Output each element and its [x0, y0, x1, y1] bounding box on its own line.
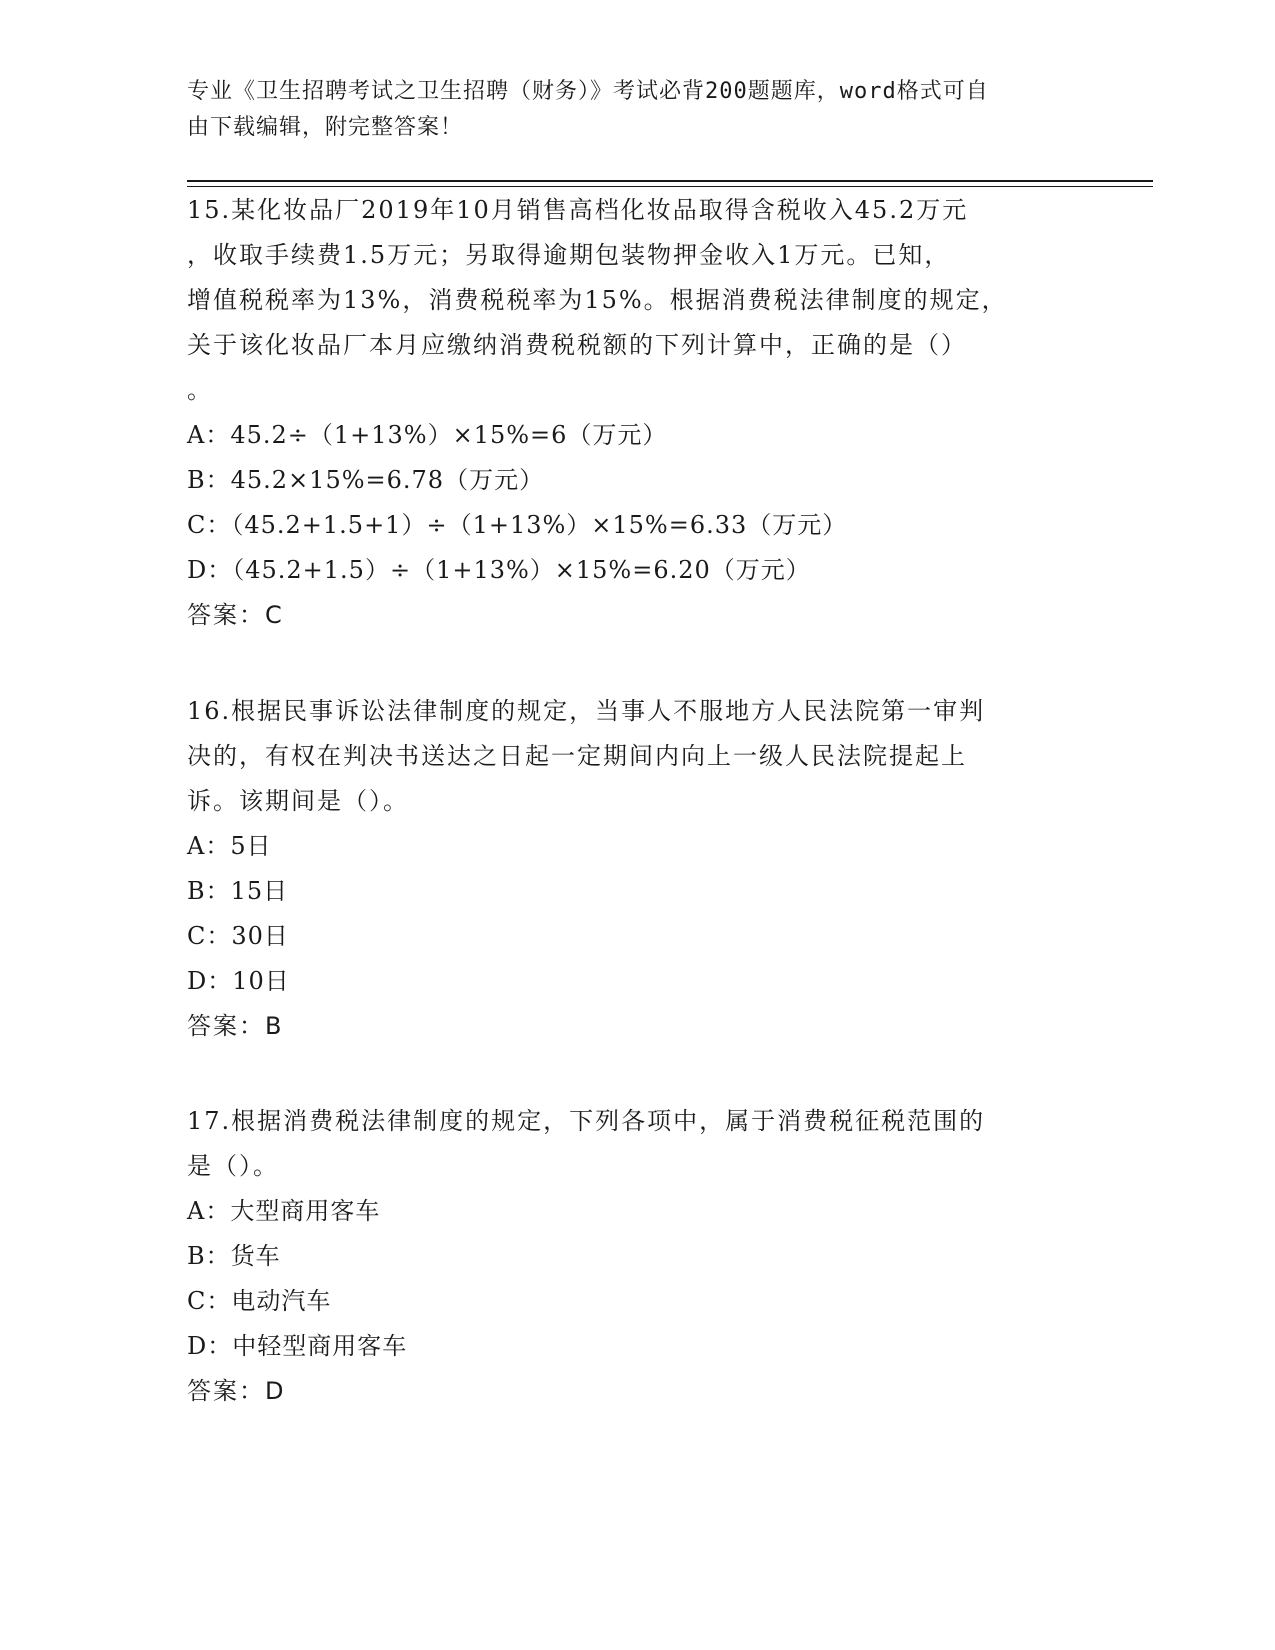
header-divider — [187, 180, 1153, 182]
option-c: C：电动汽车 — [187, 1287, 332, 1315]
document-header — [187, 74, 1077, 146]
question-stem-line: 15.某化妆品厂2019年10月销售高档化妆品取得含税收入45.2万元 — [187, 196, 969, 224]
answer: 答案：B — [187, 1012, 284, 1040]
option-b: B：15日 — [187, 877, 289, 905]
header-line: 专业《卫生招聘考试之卫生招聘（财务）》考试必背200题题库，word格式可自 — [187, 79, 989, 104]
question-stem-line: 是（）。 — [187, 1152, 279, 1180]
option-a: A：5日 — [187, 832, 272, 860]
option-a: A：45.2÷（1+13%）×15%=6（万元） — [187, 421, 668, 449]
question-stem-line: 诉。该期间是（）。 — [187, 787, 409, 815]
option-c: C：30日 — [187, 922, 289, 950]
option-d: D：中轻型商用客车 — [187, 1332, 408, 1360]
option-d: D：10日 — [187, 967, 290, 995]
question-16 — [187, 689, 1077, 1049]
question-stem-line: 16.根据民事诉讼法律制度的规定，当事人不服地方人民法院第一审判 — [187, 697, 986, 725]
header-line: 由下载编辑，附完整答案！ — [187, 115, 464, 140]
answer: 答案：C — [187, 601, 284, 629]
question-stem-line: 增值税税率为13%，消费税税率为15%。根据消费税法律制度的规定， — [187, 286, 1008, 314]
question-stem-line: ，收取手续费1.5万元；另取得逾期包装物押金收入1万元。已知， — [187, 241, 951, 269]
option-b: B：货车 — [187, 1242, 281, 1270]
header-divider-thin — [187, 186, 1153, 187]
question-15 — [187, 188, 1077, 638]
option-c: C：（45.2+1.5+1）÷（1+13%）×15%=6.33（万元） — [187, 511, 848, 539]
question-stem-line: 17.根据消费税法律制度的规定，下列各项中，属于消费税征税范围的 — [187, 1107, 986, 1135]
option-b: B：45.2×15%=6.78（万元） — [187, 466, 545, 494]
option-a: A：大型商用客车 — [187, 1197, 381, 1225]
option-d: D：（45.2+1.5）÷（1+13%）×15%=6.20（万元） — [187, 556, 811, 584]
answer: 答案：D — [187, 1377, 286, 1405]
question-stem-line: 关于该化妆品厂本月应缴纳消费税税额的下列计算中，正确的是（） — [187, 331, 967, 359]
question-stem-line: 。 — [187, 376, 213, 404]
question-17 — [187, 1099, 1077, 1414]
question-stem-line: 决的，有权在判决书送达之日起一定期间内向上一级人民法院提起上 — [187, 742, 967, 770]
